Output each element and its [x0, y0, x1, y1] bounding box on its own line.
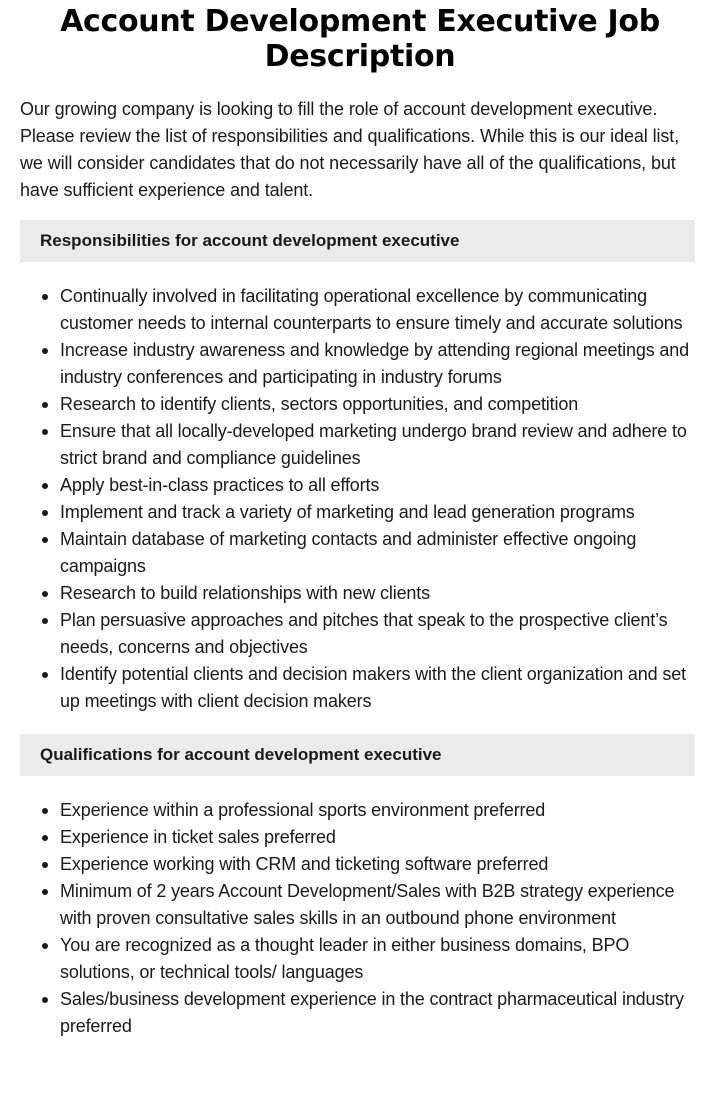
list-item: Apply best-in-class practices to all efforts — [20, 472, 700, 499]
responsibilities-list — [20, 283, 700, 715]
list-item: Identify potential clients and decision makers with the client organization and set up meetings with client decision makers — [20, 661, 700, 715]
list-item: Implement and track a variety of marketing and lead generation programs — [20, 499, 700, 526]
list-item: Sales/business development experience in the contract pharmaceutical industry preferred — [20, 986, 700, 1040]
list-item: Experience within a professional sports environment preferred — [20, 797, 700, 824]
list-item: Research to build relationships with new clients — [20, 580, 700, 607]
list-item: Minimum of 2 years Account Development/Sales with B2B strategy experience with proven consultative sales skills in an outbound phone environment — [20, 878, 700, 932]
list-item: Experience working with CRM and ticketing software preferred — [20, 851, 700, 878]
qualifications-heading-text: Qualifications for account development executive — [40, 745, 442, 764]
list-item: Research to identify clients, sectors opportunities, and competition — [20, 391, 700, 418]
responsibilities-section — [20, 220, 700, 715]
page-title: Account Development Executive Job Description — [60, 4, 660, 74]
qualifications-heading — [20, 734, 695, 776]
list-item: Experience in ticket sales preferred — [20, 824, 700, 851]
list-item: Continually involved in facilitating operational excellence by communicating customer needs to internal counterparts to ensure timely and accurate solutions — [20, 283, 700, 337]
intro-paragraph: Our growing company is looking to fill the role of account development executive. Please review the list of responsibilities and qualifications. While this is our ideal list, we will consider candidates that do not necessarily have all of the qualifications, but have sufficient experience and talent. — [20, 99, 680, 200]
list-item: Maintain database of marketing contacts and administer effective ongoing campaigns — [20, 526, 700, 580]
list-item: Ensure that all locally-developed marketing undergo brand review and adhere to strict brand and compliance guidelines — [20, 418, 700, 472]
qualifications-section — [20, 734, 700, 1040]
responsibilities-heading-text: Responsibilities for account development executive — [40, 231, 460, 250]
qualifications-list — [20, 797, 700, 1040]
list-item: Plan persuasive approaches and pitches that speak to the prospective client’s needs, concerns and objectives — [20, 607, 700, 661]
responsibilities-heading — [20, 220, 695, 262]
list-item: Increase industry awareness and knowledge by attending regional meetings and industry conferences and participating in industry forums — [20, 337, 700, 391]
list-item: You are recognized as a thought leader in either business domains, BPO solutions, or technical tools/ languages — [20, 932, 700, 986]
